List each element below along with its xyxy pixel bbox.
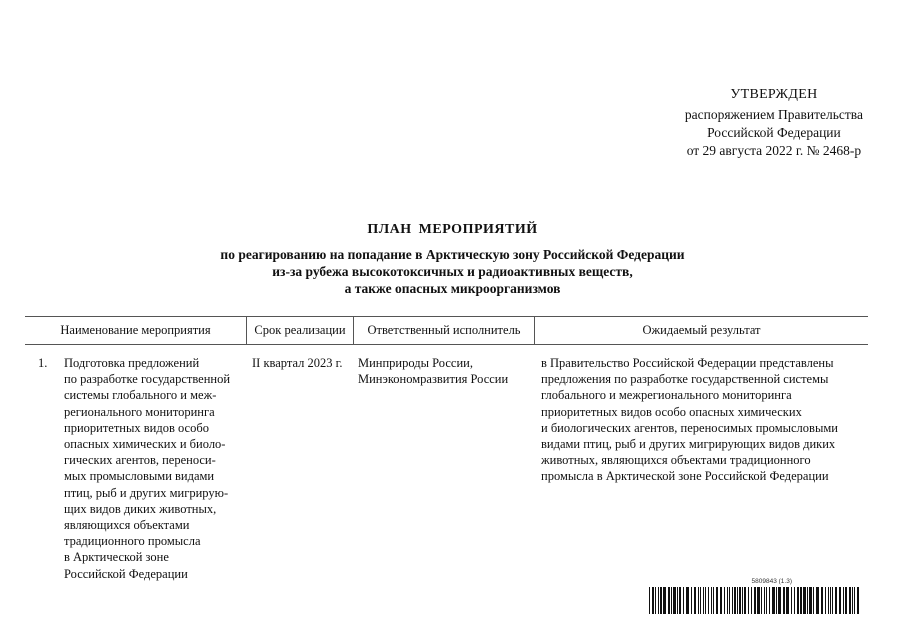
- row-name-line: Российской Федерации: [64, 566, 188, 581]
- header-name: Наименование мероприятия: [60, 323, 211, 337]
- plan-subtitle-line: по реагированию на попадание в Арктическую зону Российской Федерации: [220, 247, 685, 262]
- plan-subtitle-line: а также опасных микроорганизмов: [344, 281, 561, 296]
- row-executor: [358, 355, 508, 387]
- row-name-line: щих видов диких животных,: [64, 501, 217, 516]
- plan-subtitle-line: из-за рубежа высокотоксичных и радиоактивных веществ,: [272, 264, 633, 279]
- row-name-line: птиц, рыб и других мигрирую-: [64, 485, 229, 500]
- row-result-line: животных, являющихся объектами традиционного: [541, 453, 811, 468]
- row-name-line: приоритетных видов особо: [64, 420, 209, 435]
- row-result: [541, 355, 838, 485]
- approval-line-2: Российской Федерации: [707, 125, 841, 140]
- row-result-line: промысла в Арктической зоне Российской Федерации: [541, 469, 829, 484]
- header-deadline: Срок реализации: [254, 323, 346, 337]
- measures-table: [25, 316, 868, 581]
- approval-line-1: распоряжением Правительства: [684, 107, 863, 122]
- row-executor-line: Минприроды России,: [358, 356, 473, 370]
- barcode-icon: [648, 587, 860, 614]
- plan-subtitle: [0, 246, 905, 297]
- row-name-line: регионального мониторинга: [64, 404, 215, 419]
- row-result-line: в Правительство Российской Федерации представлены: [541, 356, 834, 370]
- row-name-line: традиционного промысла: [64, 534, 201, 549]
- row-executor-line: Минэкономразвития России: [358, 372, 509, 387]
- row-name-line: Подготовка предложений: [64, 356, 200, 370]
- plan-title: ПЛАН МЕРОПРИЯТИЙ: [367, 222, 538, 237]
- row-name: [64, 355, 230, 582]
- row-name-line: являющихся объектами: [64, 518, 190, 533]
- row-result-line: предложения по разработке государственной системы: [541, 372, 829, 387]
- approval-title: УТВЕРЖДЕН: [730, 87, 818, 102]
- document-barcode: [648, 578, 860, 614]
- row-name-line: системы глобального и меж-: [64, 388, 217, 403]
- table-header: [25, 316, 868, 345]
- row-result-line: глобального и межрегионального мониторинга: [541, 388, 792, 403]
- row-name-line: гических агентов, переноси-: [64, 453, 216, 468]
- barcode-number: 5809843 (1.3): [751, 578, 792, 585]
- row-name-line: по разработке государственной: [64, 372, 231, 387]
- row-name-line: в Арктической зоне: [64, 550, 169, 565]
- approval-stamp: [685, 86, 863, 160]
- row-name-line: опасных химических и биоло-: [64, 437, 226, 452]
- row-name-line: мых промысловыми видами: [64, 469, 215, 484]
- row-number: 1.: [38, 356, 48, 370]
- row-deadline: II квартал 2023 г.: [252, 356, 343, 370]
- header-executor: Ответственный исполнитель: [367, 323, 521, 337]
- header-result: Ожидаемый результат: [642, 323, 761, 337]
- approval-line-3: от 29 августа 2022 г. № 2468-р: [686, 143, 862, 158]
- row-result-line: приоритетных видов особо опасных химических: [541, 404, 802, 419]
- row-result-line: видами птиц, рыб и других мигрирующих видов диких: [541, 437, 836, 452]
- row-result-line: и биологических агентов, переносимых промысловыми: [541, 420, 838, 435]
